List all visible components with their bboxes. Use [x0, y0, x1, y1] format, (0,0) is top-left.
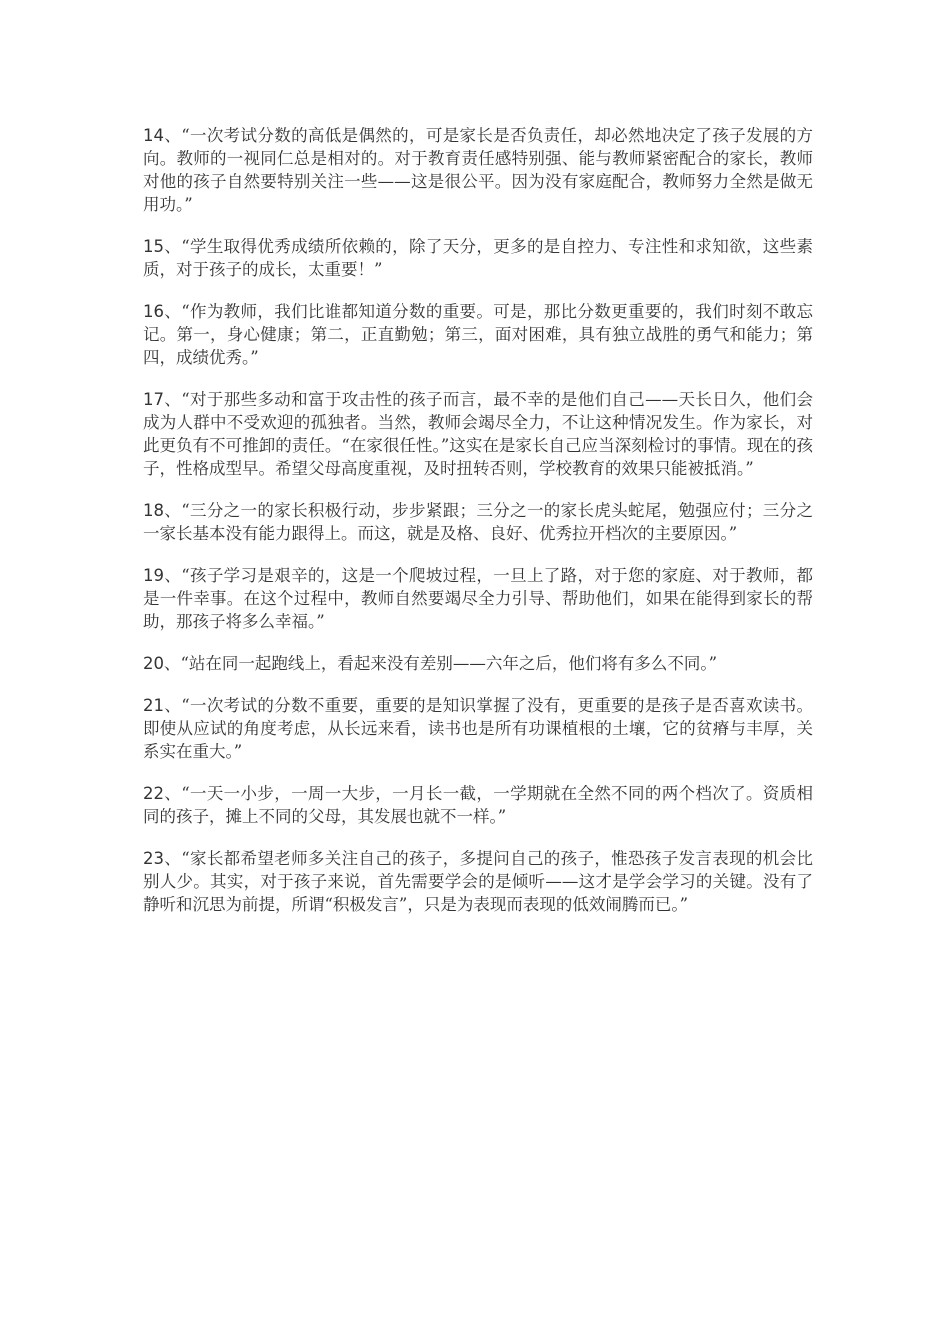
document-body — [143, 124, 813, 935]
paragraph-15 — [143, 235, 813, 281]
paragraph-19 — [143, 564, 813, 633]
paragraph-text: “家长都希望老师多关注自己的孩子，多提问自己的孩子，惟恐孩子发言表现的机会比别人少。其实，对于孩子来说，首先需要学会的是倾听——这才是学会学习的关键。没有了静听和沉思为前提，所谓“积极发言”，只是为表现而表现的低效闹腾而已。” — [143, 849, 814, 914]
paragraph-text: “学生取得优秀成绩所依赖的，除了天分，更多的是自控力、专注性和求知欲，这些素质，对于孩子的成长，太重要！” — [143, 237, 814, 279]
paragraph-18 — [143, 499, 813, 545]
paragraph-14 — [143, 124, 813, 216]
paragraph-text: “站在同一起跑线上，看起来没有差别——六年之后，他们将有多么不同。” — [180, 654, 718, 673]
paragraph-23 — [143, 847, 813, 916]
paragraph-22 — [143, 782, 813, 828]
paragraph-number: 16、 — [143, 302, 182, 321]
paragraph-number: 23、 — [143, 849, 182, 868]
paragraph-21 — [143, 694, 813, 763]
paragraph-text: “三分之一的家长积极行动，步步紧跟；三分之一的家长虎头蛇尾，勉强应付；三分之一家长基本没有能力跟得上。而这，就是及格、良好、优秀拉开档次的主要原因。” — [143, 501, 814, 543]
paragraph-text: “孩子学习是艰辛的，这是一个爬坡过程，一旦上了路，对于您的家庭、对于教师，都是一件幸事。在这个过程中，教师自然要竭尽全力引导、帮助他们，如果在能得到家长的帮助，那孩子将多么幸福。” — [143, 566, 814, 631]
paragraph-17 — [143, 388, 813, 480]
paragraph-number: 14、 — [143, 126, 182, 145]
paragraph-number: 19、 — [143, 566, 182, 585]
paragraph-text: “一次考试的分数不重要，重要的是知识掌握了没有，更重要的是孩子是否喜欢读书。即使从应试的角度考虑，从长远来看，读书也是所有功课植根的土壤，它的贫瘠与丰厚，关系实在重大。” — [143, 696, 814, 761]
paragraph-20 — [143, 652, 813, 675]
paragraph-text: “一天一小步，一周一大步，一月长一截，一学期就在全然不同的两个档次了。资质相同的孩子，摊上不同的父母，其发展也就不一样。” — [143, 784, 814, 826]
paragraph-16 — [143, 300, 813, 369]
paragraph-number: 18、 — [143, 501, 182, 520]
paragraph-number: 20、 — [143, 654, 181, 673]
paragraph-number: 17、 — [143, 390, 182, 409]
paragraph-text: “作为教师，我们比谁都知道分数的重要。可是，那比分数更重要的，我们时刻不敢忘记。第一，身心健康；第二，正直勤勉；第三，面对困难，具有独立战胜的勇气和能力；第四，成绩优秀。” — [143, 302, 814, 367]
paragraph-text: “一次考试分数的高低是偶然的，可是家长是否负责任，却必然地决定了孩子发展的方向。教师的一视同仁总是相对的。对于教育责任感特别强、能与教师紧密配合的家长，教师对他的孩子自然要特别关注一些——这是很公平。因为没有家庭配合，教师努力全然是做无用功。” — [143, 126, 814, 214]
paragraph-number: 21、 — [143, 696, 182, 715]
paragraph-number: 15、 — [143, 237, 182, 256]
paragraph-number: 22、 — [143, 784, 182, 803]
paragraph-text: “对于那些多动和富于攻击性的孩子而言，最不幸的是他们自己——天长日久，他们会成为人群中不受欢迎的孤独者。当然，教师会竭尽全力，不让这种情况发生。作为家长，对此更负有不可推卸的责任。“在家很任性。”这实在是家长自己应当深刻检讨的事情。现在的孩子，性格成型早。希望父母高度重视，及时扭转否则，学校教育的效果只能被抵消。” — [143, 390, 814, 478]
